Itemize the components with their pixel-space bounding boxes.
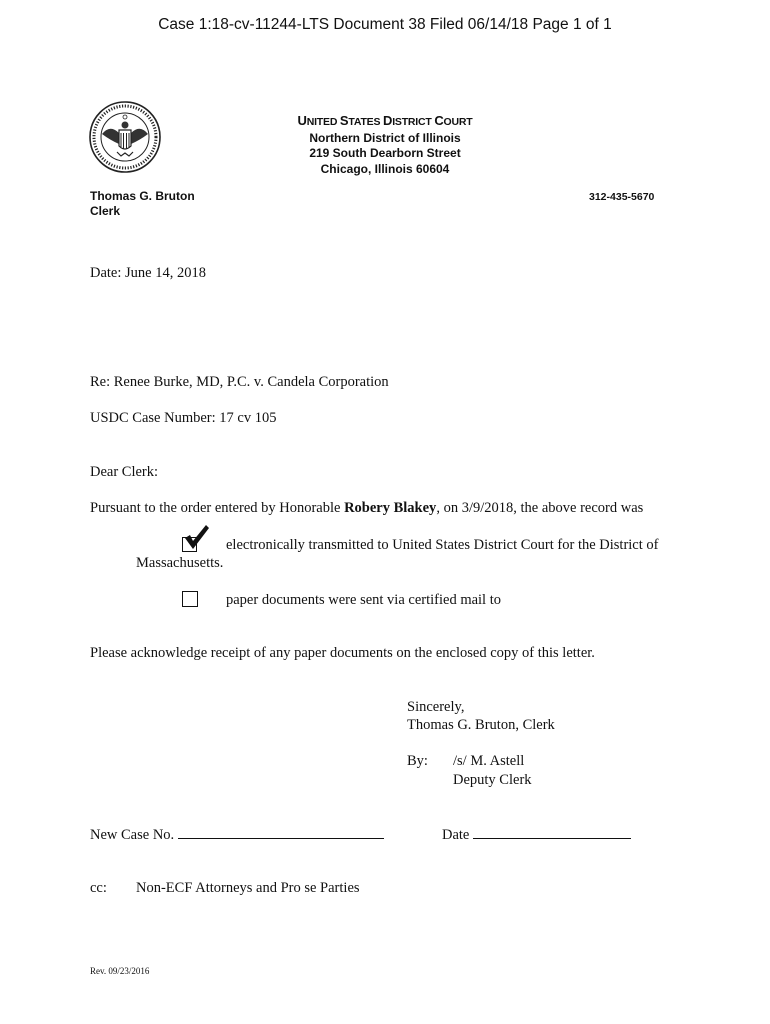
re-line: Re: Renee Burke, MD, P.C. v. Candela Corporation xyxy=(90,374,389,390)
new-case-blank[interactable] xyxy=(178,826,384,839)
court-name-initial-2: S xyxy=(339,113,349,128)
clerk-title: Clerk xyxy=(90,204,121,218)
clerk-name: Thomas G. Bruton xyxy=(90,189,195,203)
electronic-transmit-text-cont: Massachusetts. xyxy=(136,555,224,571)
court-name-rest-2: TATES xyxy=(348,116,383,128)
clerk-phone: 312-435-5670 xyxy=(589,191,655,203)
judge-name: Robery Blakey xyxy=(344,500,437,516)
salutation: Dear Clerk: xyxy=(90,464,159,480)
court-name-initial-1: U xyxy=(297,113,307,128)
date-label: Date xyxy=(442,827,470,843)
court-seal-icon xyxy=(88,100,162,174)
court-name-rest-3: ISTRICT xyxy=(392,116,435,128)
closing-sincerely: Sincerely, xyxy=(407,699,465,715)
by-label: By: xyxy=(407,753,428,769)
order-suffix: , on 3/9/2018, the above record was xyxy=(436,500,644,516)
clerk-block xyxy=(90,189,195,219)
new-case-field xyxy=(90,826,384,844)
order-paragraph xyxy=(90,500,643,517)
signature: /s/ M. Astell xyxy=(453,753,525,769)
cc-label: cc: xyxy=(90,880,107,896)
date-line: Date: June 14, 2018 xyxy=(90,265,206,281)
court-name xyxy=(230,113,540,131)
order-prefix: Pursuant to the order entered by Honorable xyxy=(90,500,345,516)
paper-documents-checkbox[interactable] xyxy=(182,591,198,607)
cc-value: Non-ECF Attorneys and Pro se Parties xyxy=(136,880,360,896)
paper-documents-text: paper documents were sent via certified mail to xyxy=(226,592,501,608)
revision-note: Rev. 09/23/2016 xyxy=(90,966,150,976)
court-address-block xyxy=(230,113,540,177)
date-blank[interactable] xyxy=(473,826,631,839)
court-name-rest-4: OURT xyxy=(443,116,473,128)
closing-signer: Thomas G. Bruton, Clerk xyxy=(407,717,555,733)
court-district: Northern District of Illinois xyxy=(309,130,461,145)
deputy-title: Deputy Clerk xyxy=(453,772,532,788)
case-number-line: USDC Case Number: 17 cv 105 xyxy=(90,410,277,426)
court-name-rest-1: NITED xyxy=(306,116,340,128)
date-field xyxy=(442,826,631,844)
court-name-initial-3: D xyxy=(382,113,393,128)
court-city: Chicago, Illinois 60604 xyxy=(320,161,450,176)
electronic-transmit-text: electronically transmitted to United States District Court for the District of xyxy=(226,537,659,553)
case-header: Case 1:18-cv-11244-LTS Document 38 Filed 06/14/18 Page 1 of 1 xyxy=(158,16,612,33)
new-case-label: New Case No. xyxy=(90,827,175,843)
court-street: 219 South Dearborn Street xyxy=(309,146,461,160)
court-name-initial-4: C xyxy=(434,113,444,128)
acknowledge-text: Please acknowledge receipt of any paper documents on the enclosed copy of this letter. xyxy=(90,645,595,661)
checkmark-icon xyxy=(182,524,212,552)
